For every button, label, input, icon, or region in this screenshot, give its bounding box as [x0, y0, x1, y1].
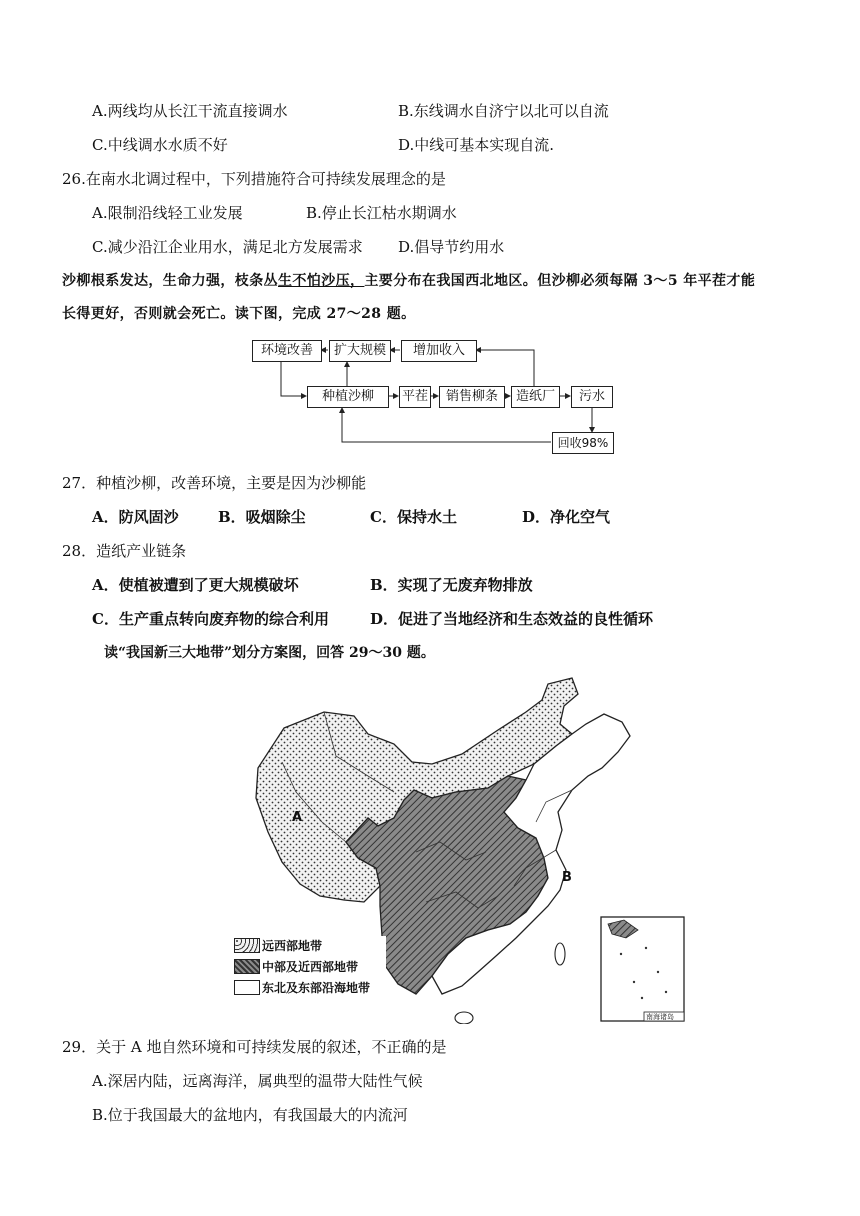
flow-box-cut: 平茬	[399, 386, 431, 408]
q25-option-c: C.中线调水水质不好	[92, 136, 228, 154]
legend-label-far-west: 远西部地带	[262, 939, 323, 953]
flow-box-sewage: 污水	[571, 386, 613, 408]
taiwan-island	[555, 943, 565, 965]
q26-option-b: B.停止长江枯水期调水	[306, 204, 457, 222]
flow-box-expand: 扩大规模	[329, 340, 391, 362]
q28-option-a: A．使植被遭到了更大规模破坏	[92, 576, 299, 594]
passage-text-pre: 沙柳根系发达，生命力强，枝条丛	[62, 273, 278, 289]
flow-box-env: 环境改善	[252, 340, 322, 362]
q29-stem: 29．关于 A 地自然环境和可持续发展的叙述，不正确的是	[62, 1038, 447, 1056]
q25-option-d: D.中线可基本实现自流.	[398, 136, 555, 154]
q28-option-b: B．实现了无废弃物排放	[370, 576, 533, 594]
passage-text-underlined: 生不怕沙压，	[278, 273, 365, 289]
flow-box-sell: 销售柳条	[439, 386, 505, 408]
q25-option-b: B.东线调水自济宁以北可以自流	[398, 102, 609, 120]
passage-text-post: 主要分布在我国西北地区。但沙柳必须每隔 3～5 年平茬才能	[364, 273, 756, 289]
q26-option-a: A.限制沿线轻工业发展	[92, 204, 243, 222]
passage-29-30: 读“我国新三大地带”划分方案图，回答 29～30 题。	[104, 645, 435, 661]
q27-option-a: A．防风固沙	[92, 508, 179, 526]
flow-box-paper: 造纸厂	[511, 386, 560, 408]
q26-option-c: C.减少沿江企业用水，满足北方发展需求	[92, 238, 363, 256]
flow-box-recycle: 回收98%	[552, 432, 614, 454]
q27-option-c: C．保持水土	[370, 508, 457, 526]
q25-option-a: A.两线均从长江干流直接调水	[92, 102, 288, 120]
passage-27-28-line1	[62, 271, 755, 291]
q26-option-d: D.倡导节约用水	[398, 238, 505, 256]
q28-option-d: D．促进了当地经济和生态效益的良性循环	[370, 610, 654, 628]
flow-box-income: 增加收入	[401, 340, 477, 362]
q29-option-b: B.位于我国最大的盆地内，有我国最大的内流河	[92, 1106, 408, 1124]
q27-stem: 27．种植沙柳，改善环境，主要是因为沙柳能	[62, 474, 367, 492]
flow-box-plant: 种植沙柳	[307, 386, 389, 408]
q26-stem: 26.在南水北调过程中，下列措施符合可持续发展理念的是	[62, 170, 446, 188]
map-label-a: A	[292, 810, 303, 825]
hainan-island	[455, 1012, 473, 1024]
q28-stem: 28．造纸产业链条	[62, 542, 187, 560]
china-three-zones-map	[226, 672, 686, 1024]
legend-label-east: 东北及东部沿海地带	[262, 981, 371, 995]
q27-option-d: D．净化空气	[522, 508, 611, 526]
legend-swatch-blank	[234, 980, 260, 995]
sandwillow-flowchart	[245, 334, 620, 458]
passage-27-28-line2: 长得更好，否则就会死亡。读下图，完成 27～28 题。	[62, 306, 416, 322]
q29-option-a: A.深居内陆，远离海洋，属典型的温带大陆性气候	[92, 1072, 423, 1090]
legend-swatch-dots	[234, 938, 260, 953]
legend-swatch-hatch	[234, 959, 260, 974]
inset-label: 南海诸岛	[646, 1013, 674, 1021]
q28-option-c: C．生产重点转向废弃物的综合利用	[92, 610, 329, 628]
q27-option-b: B．吸烟除尘	[218, 508, 306, 526]
legend-label-central: 中部及近西部地带	[262, 960, 359, 974]
map-label-b: B	[562, 870, 572, 885]
